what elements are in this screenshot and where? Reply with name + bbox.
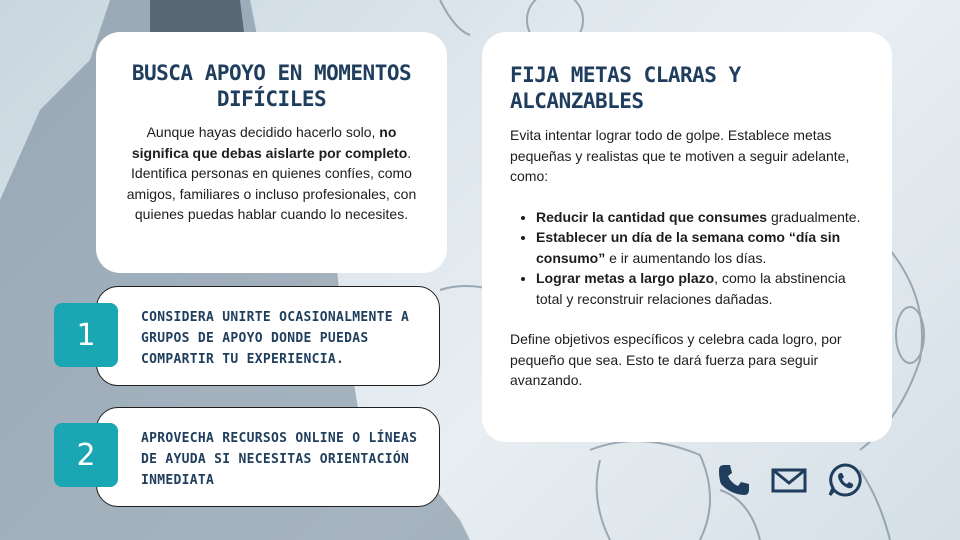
goals-card [482,32,892,442]
step-card-1 [96,286,440,386]
goal-item [536,268,866,309]
goals-title: FIJA METAS CLARAS Y ALCANZABLES [510,63,741,113]
goals-intro: Evita intentar lograr todo de golpe. Establece metas pequeñas y realistas que te motiven a seguir adelante, como: [510,127,850,184]
goal-2-rest: e ir aumentando los días. [605,249,767,266]
phone-icon[interactable] [716,462,752,498]
support-card [96,32,447,273]
goal-1-rest: gradualmente. [767,208,861,225]
mail-icon[interactable] [771,462,807,498]
step-2-badge: 2 [54,423,118,487]
goal-2-bold: Establecer un día de la semana como “día sin consumo” [536,229,841,266]
goal-1-bold: Reducir la cantidad que consumes [536,208,768,225]
step-2-text: APROVECHA RECURSOS ONLINE O LÍNEAS DE AYUDA SI NECESITAS ORIENTACIÓN INMEDIATA [141,431,418,488]
step-1-text: CONSIDERA UNIRTE OCASIONALMENTE A GRUPOS DE APOYO DONDE PUEDAS COMPARTIR TU EXPERIENCIA. [141,310,410,367]
goal-item [536,207,866,228]
whatsapp-icon[interactable] [827,462,863,498]
support-text-1: Aunque hayas decidido hacerlo solo, [146,124,380,140]
step-card-2 [96,407,440,507]
goals-outro: Define objetivos específicos y celebra cada logro, por pequeño que sea. Esto te dará fuerza para seguir avanzando. [510,331,842,388]
support-text-2: . Identifica personas en quienes confíes, como amigos, familiares o incluso profesionales, con quienes puedas hablar cuando lo necesites. [126,144,417,222]
goal-3-rest: , como la abstinencia total y reconstruir relaciones dañadas. [536,270,846,307]
goals-list [510,207,866,310]
goal-3-bold: Lograr metas a largo plazo [536,270,715,286]
support-text-bold: no significa que debas aislarte por completo [131,124,408,161]
support-title: BUSCA APOYO EN MOMENTOS DIFÍCILES [131,61,412,111]
goal-item [536,227,866,268]
step-1-badge: 1 [54,303,118,367]
support-text [122,122,421,225]
